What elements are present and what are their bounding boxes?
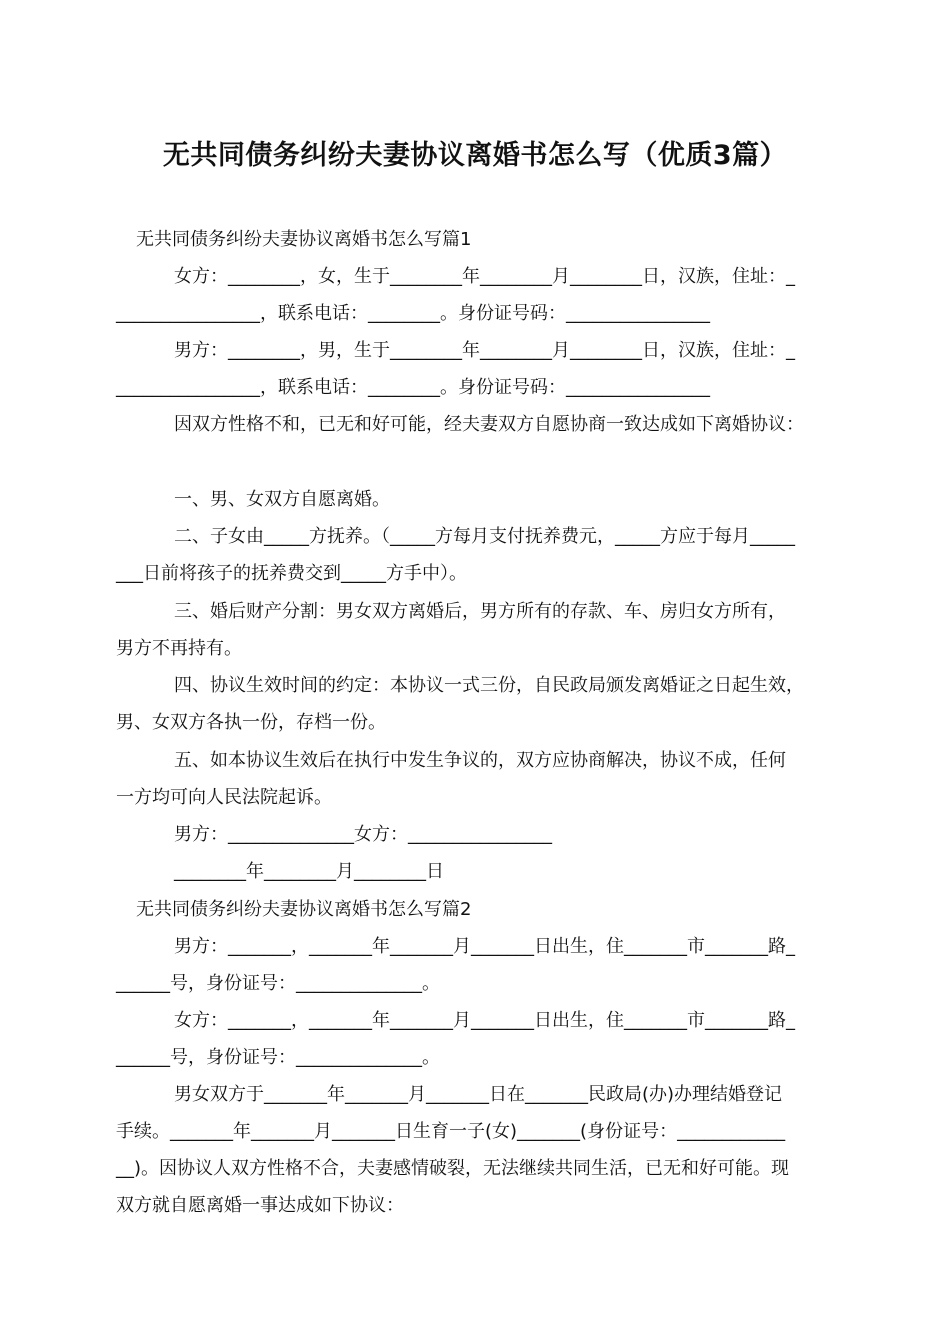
paragraph-line: 一、男、女双方自愿离婚。: [174, 489, 390, 510]
paragraph-line: 男、女双方各执一份，存档一份。: [116, 712, 386, 733]
paragraph-line: 双方就自愿离婚一事达成如下协议：: [116, 1195, 404, 1216]
paragraph-line: 手续。_______年_______月_______日生育一子(女)_______(身份证号：____________: [116, 1121, 786, 1142]
section-heading-2: 无共同债务纠纷夫妻协议离婚书怎么写篇2: [136, 899, 472, 920]
paragraph-line: 三、婚后财产分割：男女双方离婚后，男方所有的存款、车、房归女方所有，: [174, 601, 786, 622]
date-line: ________年________月________日: [174, 861, 444, 882]
paragraph-line: 女方：________，女，生于________年________月________日，汉族，住址：_: [174, 266, 795, 287]
paragraph-line: ________________，联系电话：________。身份证号码：________________: [116, 377, 710, 398]
paragraph-line: 男方不再持有。: [116, 638, 242, 659]
paragraph-line: 一方均可向人民法院起诉。: [116, 787, 332, 808]
paragraph-line: 男方：________，男，生于________年________月________日，汉族，住址：_: [174, 340, 795, 361]
paragraph-line: 女方：_______，_______年_______月_______日出生，住_______市_______路_: [174, 1010, 795, 1031]
paragraph-line: 男女双方于_______年_______月_______日在_______民政局(办)办理结婚登记: [174, 1084, 783, 1105]
paragraph-line: 四、协议生效时间的约定：本协议一式三份，自民政局颁发离婚证之日起生效，: [174, 675, 804, 696]
paragraph-line: 五、如本协议生效后在执行中发生争议的，双方应协商解决，协议不成，任何: [174, 750, 786, 771]
paragraph-line: 二、子女由_____方抚养。（_____方每月支付抚养费元，_____方应于每月_____: [174, 526, 795, 547]
paragraph-line: ______号，身份证号：______________。: [116, 973, 440, 994]
paragraph-line: 男方：_______，_______年_______月_______日出生，住_______市_______路_: [174, 936, 795, 957]
paragraph-line: ___日前将孩子的抚养费交到_____方手中）。: [116, 563, 467, 584]
paragraph-line: ______号，身份证号：______________。: [116, 1047, 440, 1068]
paragraph-line: 因双方性格不和，已无和好可能，经夫妻双方自愿协商一致达成如下离婚协议：: [174, 414, 804, 435]
section-heading-1: 无共同债务纠纷夫妻协议离婚书怎么写篇1: [136, 229, 472, 250]
document-title: 无共同债务纠纷夫妻协议离婚书怎么写（优质3篇）: [162, 140, 788, 171]
paragraph-line: __)。因协议人双方性格不合，夫妻感情破裂，无法继续共同生活，已无和好可能。现: [116, 1158, 790, 1179]
paragraph-line: ________________，联系电话：________。身份证号码：________________: [116, 303, 710, 324]
signature-line: 男方：______________女方：________________: [174, 824, 552, 845]
